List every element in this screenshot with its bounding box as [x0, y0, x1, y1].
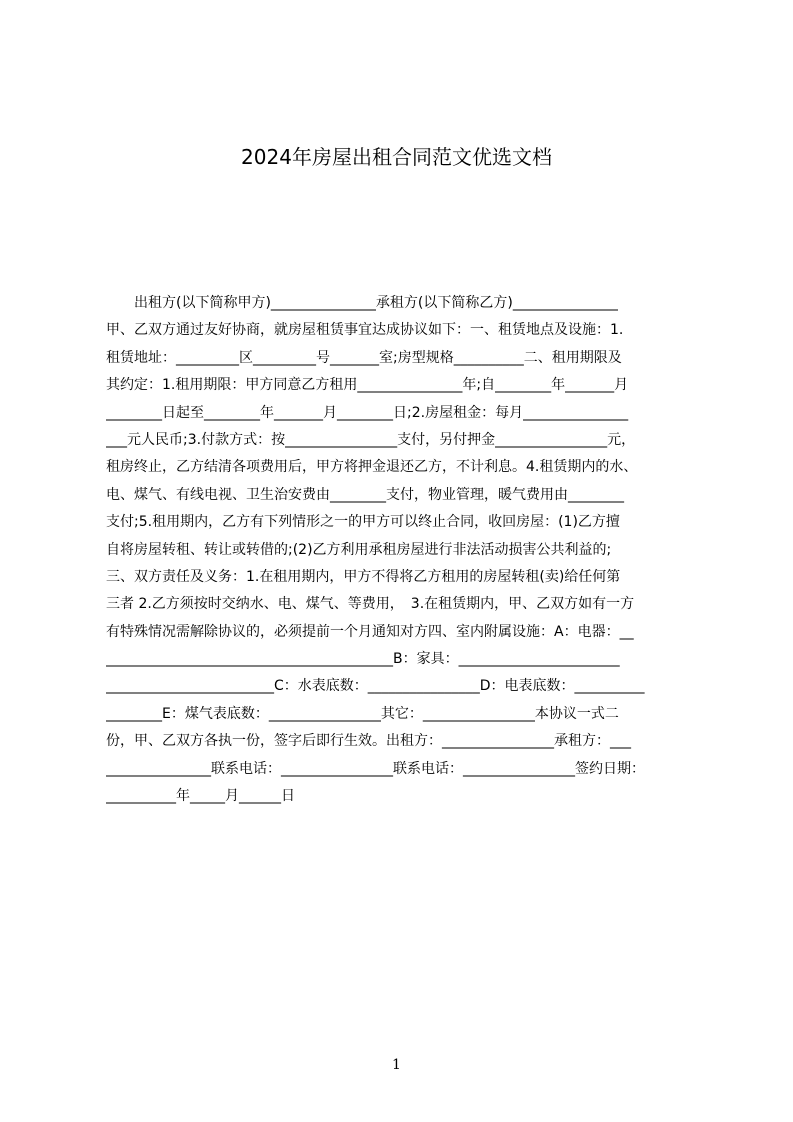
document-title: 2024年房屋出租合同范文优选文档: [241, 145, 552, 169]
body-line: ________E：煤气表底数：________________其它：________________本协议一式二: [106, 705, 619, 722]
body-line: 出租方(以下简称甲方)_______________承租方(以下简称乙方)_______________: [106, 295, 618, 311]
body-line: 租赁地址：_________区_________号_______室;房型规格__________二、租用期限及: [106, 349, 622, 366]
body-line: ________日起至________年_______月________日;2.房屋租金：每月_______________: [106, 404, 629, 421]
body-line: 份，甲、乙双方各执一份，签字后即行生效。出租方：________________承租方：___: [106, 733, 631, 750]
body-line: 三、双方责任及义务：1.在租用期内，甲方不得将乙方租用的房屋转租(卖)给任何第: [106, 568, 621, 585]
body-line: _________________________________________B：家具：_______________________: [106, 651, 620, 668]
body-line: _______________联系电话：________________联系电话：________________签约日期：: [106, 760, 645, 777]
body-line: 有特殊情况需解除协议的，必须提前一个月通知对方四、室内附属设施：A：电器：__: [106, 623, 634, 640]
body-line: 三者 2.乙方须按时交纳水、电、煤气、等费用， 3.在租赁期内，甲、乙双方如有一方: [106, 596, 635, 613]
body-line: 自将房屋转租、转让或转借的;(2)乙方利用承租房屋进行非法活动损害公共利益的;: [106, 541, 612, 558]
body-line: ________________________C：水表底数：________________D：电表底数：__________: [106, 678, 645, 695]
body-line: 甲、乙双方通过友好协商，就房屋租赁事宜达成协议如下：一、租赁地点及设施：1.: [106, 322, 624, 339]
body-line: __________年_____月______日: [106, 788, 295, 805]
body-line: 其约定：1.租用期限：甲方同意乙方租用_______________年;自________年_______月: [106, 377, 629, 394]
body-line: ___元人民币;3.付款方式：按________________支付，另付押金________________元，: [106, 431, 636, 448]
body-line: 电、煤气、有线电视、卫生治安费由________支付，物业管理，暖气费用由________: [106, 486, 624, 503]
page-number: 1: [392, 1057, 401, 1073]
body-line: 租房终止，乙方结清各项费用后，甲方将押金退还乙方，不计利息。4.租赁期内的水、: [106, 459, 638, 476]
body-line: 支付;5.租用期内，乙方有下列情形之一的甲方可以终止合同，收回房屋：(1)乙方擅: [106, 514, 620, 531]
contract-body: [106, 290, 696, 810]
